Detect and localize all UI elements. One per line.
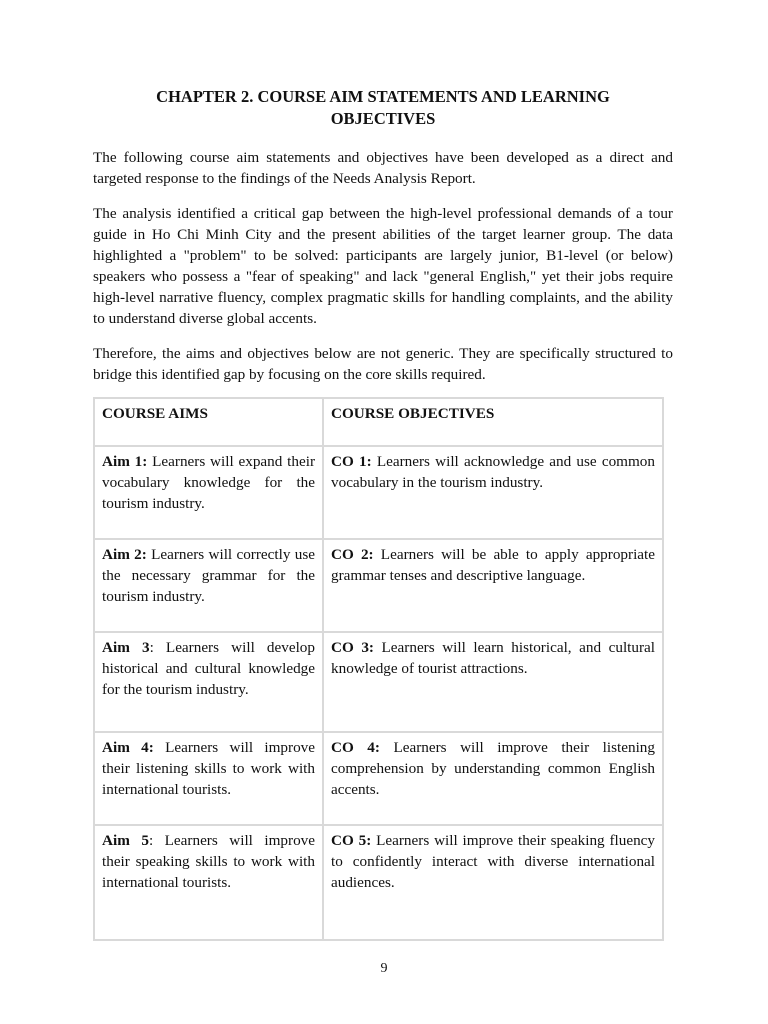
aim-cell	[94, 539, 323, 632]
chapter-title-line-2: OBJECTIVES	[330, 109, 436, 128]
chapter-title-line-1: CHAPTER 2. COURSE AIM STATEMENTS AND LEARNING	[156, 87, 610, 106]
aim-cell	[94, 825, 323, 940]
aim-text: : Learners will develop historical and cultural knowledge for the tourism industry.	[102, 639, 315, 698]
objective-cell	[323, 632, 663, 732]
aim-cell	[94, 446, 323, 539]
objective-text: Learners will improve their speaking fluency to confidently interact with diverse international audiences.	[331, 832, 656, 891]
aim-label: Aim 3	[102, 639, 150, 656]
table-row	[94, 539, 663, 632]
objective-text: Learners will acknowledge and use common vocabulary in the tourism industry.	[331, 453, 655, 491]
aim-label: Aim 2:	[102, 546, 147, 563]
aim-text: Learners will improve their listening skills to work with international tourists.	[102, 739, 315, 798]
objective-label: CO 4:	[331, 739, 380, 756]
column-header-objectives: COURSE OBJECTIVES	[323, 398, 663, 446]
aim-label: Aim 1:	[102, 453, 148, 470]
intro-paragraph: The following course aim statements and objectives have been developed as a direct and targeted response to the findings of the Needs Analysis Report.	[93, 149, 673, 187]
analysis-paragraph: The analysis identified a critical gap between the high-level professional demands of a tour guide in Ho Chi Minh City and the present abilities of the target learner group. The data highlighted a "problem" to be solved: participants are largely junior, B1-level (or below) speakers who possess a "fear of speaking" and lack "general English," yet their jobs require high-level narrative fluency, complex pragmatic skills for handling complaints, and the ability to understand diverse global accents.	[93, 205, 673, 327]
objective-label: CO 5:	[331, 832, 372, 849]
aim-cell	[94, 732, 323, 825]
aims-objectives-table	[93, 397, 664, 941]
aim-label: Aim 5	[102, 832, 149, 849]
aim-label: Aim 4:	[102, 739, 154, 756]
table-row	[94, 446, 663, 539]
aim-cell	[94, 632, 323, 732]
objective-text: Learners will be able to apply appropriate grammar tenses and descriptive language.	[331, 546, 655, 584]
objective-cell	[323, 732, 663, 825]
aim-text: Learners will expand their vocabulary knowledge for the tourism industry.	[102, 453, 315, 512]
conclusion-paragraph: Therefore, the aims and objectives below are not generic. They are specifically structured to bridge this identified gap by focusing on the core skills required.	[93, 345, 673, 383]
objective-label: CO 3:	[331, 639, 374, 656]
aim-text: : Learners will improve their speaking skills to work with international tourists.	[102, 832, 316, 891]
objective-text: Learners will improve their listening comprehension by understanding common English accents.	[331, 739, 655, 798]
aim-text: Learners will correctly use the necessary grammar for the tourism industry.	[102, 546, 315, 605]
objective-text: Learners will learn historical, and cultural knowledge of tourist attractions.	[331, 639, 655, 677]
column-header-aims: COURSE AIMS	[94, 398, 323, 446]
table-header-row	[94, 398, 663, 446]
objective-label: CO 2:	[331, 546, 374, 563]
table-row	[94, 732, 663, 825]
page-number: 9	[380, 961, 388, 976]
chapter-title	[93, 86, 673, 130]
objective-cell	[323, 825, 663, 940]
objective-label: CO 1:	[331, 453, 372, 470]
table-row	[94, 632, 663, 732]
objective-cell	[323, 446, 663, 539]
table-row	[94, 825, 663, 940]
objective-cell	[323, 539, 663, 632]
